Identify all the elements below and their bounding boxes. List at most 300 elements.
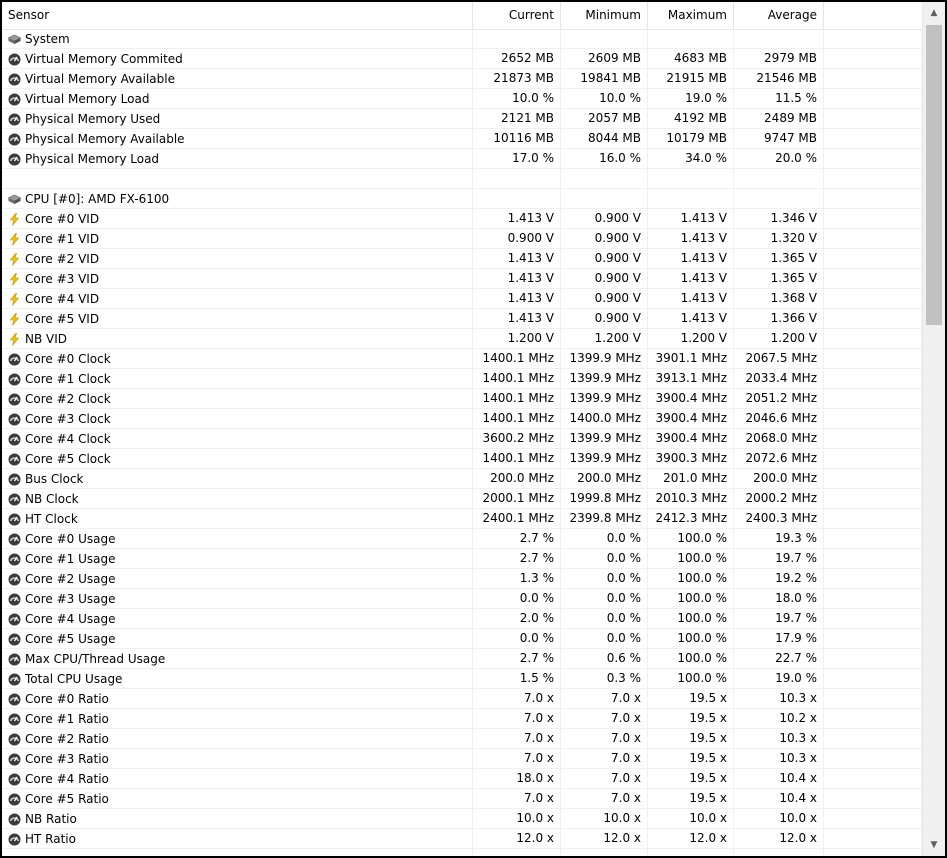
sensor-name: Core #4 Usage xyxy=(25,611,116,626)
average-value: 2000.2 MHz xyxy=(734,489,824,509)
current-value: 2121 MB xyxy=(473,109,561,129)
average-value: 1.200 V xyxy=(734,329,824,349)
average-value xyxy=(734,849,824,856)
average-value: 2046.6 MHz xyxy=(734,409,824,429)
filler-cell xyxy=(824,49,922,69)
sensor-row[interactable] xyxy=(2,829,922,849)
sensor-row[interactable] xyxy=(2,569,922,589)
group-row[interactable] xyxy=(2,29,922,49)
sensor-name-cell xyxy=(2,89,473,109)
gauge-icon xyxy=(8,53,21,66)
maximum-value: 100.0 % xyxy=(648,669,734,689)
minimum-value: 2609 MB xyxy=(561,49,648,69)
current-value: 7.0 x xyxy=(473,689,561,709)
average-value: 9747 MB xyxy=(734,129,824,149)
sensor-row[interactable] xyxy=(2,349,922,369)
minimum-value: 1.200 V xyxy=(561,329,648,349)
sensor-name-cell xyxy=(2,269,473,289)
average-value: 2068.0 MHz xyxy=(734,429,824,449)
sensor-name: Core #1 Clock xyxy=(25,371,111,386)
average-value: 2051.2 MHz xyxy=(734,389,824,409)
sensor-name: Virtual Memory Commited xyxy=(25,51,183,66)
minimum-value: 0.3 % xyxy=(561,669,648,689)
minimum-value: 0.900 V xyxy=(561,249,648,269)
current-value: 0.900 V xyxy=(473,229,561,249)
filler-cell xyxy=(824,129,922,149)
minimum-value: 0.900 V xyxy=(561,269,648,289)
minimum-value xyxy=(561,189,648,209)
minimum-value: 7.0 x xyxy=(561,789,648,809)
group-row[interactable] xyxy=(2,189,922,209)
sensor-row[interactable] xyxy=(2,709,922,729)
sensor-row[interactable] xyxy=(2,389,922,409)
filler-cell xyxy=(824,329,922,349)
sensor-row[interactable] xyxy=(2,669,922,689)
minimum-value: 0.0 % xyxy=(561,529,648,549)
gauge-icon xyxy=(8,713,21,726)
header-average[interactable]: Average xyxy=(734,2,824,29)
minimum-value: 16.0 % xyxy=(561,149,648,169)
minimum-value: 0.900 V xyxy=(561,229,648,249)
sensor-row[interactable] xyxy=(2,429,922,449)
sensor-list[interactable] xyxy=(2,29,922,856)
maximum-value: 3900.4 MHz xyxy=(648,389,734,409)
lightning-bolt-icon xyxy=(8,293,21,306)
average-value: 19.7 % xyxy=(734,549,824,569)
minimum-value: 200.0 MHz xyxy=(561,469,648,489)
minimum-value: 0.0 % xyxy=(561,629,648,649)
current-value: 0.0 % xyxy=(473,629,561,649)
sensor-name: Core #5 Clock xyxy=(25,451,111,466)
sensor-name-cell xyxy=(2,569,473,589)
maximum-value: 1.413 V xyxy=(648,249,734,269)
sensor-row[interactable] xyxy=(2,249,922,269)
sensor-name-cell xyxy=(2,109,473,129)
scroll-up-button[interactable] xyxy=(923,2,945,24)
minimum-value: 2399.8 MHz xyxy=(561,509,648,529)
sensor-row[interactable] xyxy=(2,789,922,809)
sensor-name: Core #5 Ratio xyxy=(25,791,109,806)
sensor-row[interactable] xyxy=(2,769,922,789)
gauge-icon xyxy=(8,473,21,486)
maximum-value: 19.5 x xyxy=(648,709,734,729)
header-filler xyxy=(824,2,922,29)
sensor-name-cell xyxy=(2,309,473,329)
maximum-value: 4192 MB xyxy=(648,109,734,129)
sensor-name: Physical Memory Available xyxy=(25,131,185,146)
minimum-value: 10.0 x xyxy=(561,809,648,829)
sensor-name: Core #3 Ratio xyxy=(25,751,109,766)
current-value: 2652 MB xyxy=(473,49,561,69)
filler-cell xyxy=(824,369,922,389)
maximum-value: 1.200 V xyxy=(648,329,734,349)
minimum-value: 2057 MB xyxy=(561,109,648,129)
sensor-row[interactable] xyxy=(2,89,922,109)
sensor-name-cell xyxy=(2,389,473,409)
lightning-bolt-icon xyxy=(8,313,21,326)
filler-cell xyxy=(824,89,922,109)
sensor-row[interactable] xyxy=(2,269,922,289)
sensor-row[interactable] xyxy=(2,229,922,249)
lightning-bolt-icon xyxy=(8,213,21,226)
average-value: 10.2 x xyxy=(734,709,824,729)
average-value: 1.368 V xyxy=(734,289,824,309)
sensor-name: Max CPU/Thread Usage xyxy=(25,651,166,666)
filler-cell xyxy=(824,609,922,629)
filler-cell xyxy=(824,669,922,689)
filler-cell xyxy=(824,529,922,549)
filler-cell xyxy=(824,749,922,769)
sensor-row[interactable] xyxy=(2,749,922,769)
sensor-name: Core #4 VID xyxy=(25,291,100,306)
current-value: 1400.1 MHz xyxy=(473,409,561,429)
gauge-icon xyxy=(8,453,21,466)
average-value: 19.0 % xyxy=(734,669,824,689)
minimum-value: 1399.9 MHz xyxy=(561,449,648,469)
current-value: 10116 MB xyxy=(473,129,561,149)
filler-cell xyxy=(824,29,922,49)
maximum-value: 100.0 % xyxy=(648,549,734,569)
filler-cell xyxy=(824,509,922,529)
gauge-icon xyxy=(8,393,21,406)
triangle-down-icon: ▼ xyxy=(930,840,938,850)
gauge-icon xyxy=(8,793,21,806)
sensor-row[interactable] xyxy=(2,629,922,649)
sensor-name: NB Ratio xyxy=(25,811,77,826)
gauge-icon xyxy=(8,733,21,746)
average-value: 22.7 % xyxy=(734,649,824,669)
average-value: 10.3 x xyxy=(734,689,824,709)
header-minimum[interactable]: Minimum xyxy=(561,2,648,29)
gauge-icon xyxy=(8,693,21,706)
sensor-row[interactable] xyxy=(2,649,922,669)
filler-cell xyxy=(824,149,922,169)
average-value: 21546 MB xyxy=(734,69,824,89)
sensor-name-cell xyxy=(2,729,473,749)
maximum-value: 100.0 % xyxy=(648,529,734,549)
chip-icon xyxy=(8,33,21,46)
filler-cell xyxy=(824,689,922,709)
sensor-row[interactable] xyxy=(2,589,922,609)
sensor-name: Core #4 Ratio xyxy=(25,771,109,786)
lightning-bolt-icon xyxy=(8,273,21,286)
current-value: 1.3 % xyxy=(473,569,561,589)
sensor-name-cell xyxy=(2,229,473,249)
filler-cell xyxy=(824,629,922,649)
sensor-name-cell xyxy=(2,349,473,369)
average-value: 1.365 V xyxy=(734,249,824,269)
maximum-value: 10179 MB xyxy=(648,129,734,149)
sensor-row[interactable] xyxy=(2,489,922,509)
maximum-value: 100.0 % xyxy=(648,629,734,649)
sensor-row[interactable] xyxy=(2,449,922,469)
current-value: 18.0 x xyxy=(473,769,561,789)
sensor-row[interactable] xyxy=(2,509,922,529)
maximum-value: 100.0 % xyxy=(648,569,734,589)
current-value: 10.0 % xyxy=(473,89,561,109)
sensor-name-cell xyxy=(2,49,473,69)
sensor-row[interactable] xyxy=(2,109,922,129)
sensor-name: Core #0 Usage xyxy=(25,531,116,546)
sensor-row[interactable] xyxy=(2,689,922,709)
average-value: 10.4 x xyxy=(734,789,824,809)
sensor-row[interactable] xyxy=(2,69,922,89)
sensor-name-cell xyxy=(2,669,473,689)
current-value xyxy=(473,29,561,49)
current-value: 7.0 x xyxy=(473,729,561,749)
maximum-value: 3900.3 MHz xyxy=(648,449,734,469)
minimum-value: 0.900 V xyxy=(561,289,648,309)
filler-cell xyxy=(824,109,922,129)
sensor-name: Core #0 Clock xyxy=(25,351,111,366)
maximum-value: 3901.1 MHz xyxy=(648,349,734,369)
maximum-value: 1.413 V xyxy=(648,209,734,229)
gauge-icon xyxy=(8,373,21,386)
filler-cell xyxy=(824,789,922,809)
vertical-scrollbar[interactable] xyxy=(922,2,945,856)
spacer-row[interactable] xyxy=(2,169,922,189)
scroll-down-button[interactable] xyxy=(923,834,945,856)
current-value: 1400.1 MHz xyxy=(473,389,561,409)
sensor-name-cell xyxy=(2,369,473,389)
current-value: 1.413 V xyxy=(473,269,561,289)
filler-cell xyxy=(824,309,922,329)
sensor-name-cell xyxy=(2,709,473,729)
sensor-row[interactable] xyxy=(2,609,922,629)
current-value: 1400.1 MHz xyxy=(473,449,561,469)
maximum-value: 1.413 V xyxy=(648,229,734,249)
sensor-row[interactable] xyxy=(2,409,922,429)
sensor-name: Core #2 Usage xyxy=(25,571,116,586)
current-value: 7.0 x xyxy=(473,749,561,769)
filler-cell xyxy=(824,589,922,609)
filler-cell xyxy=(824,569,922,589)
sensor-name-cell xyxy=(2,629,473,649)
sensor-name-cell xyxy=(2,169,473,189)
sensor-name-cell xyxy=(2,609,473,629)
sensor-name: Virtual Memory Available xyxy=(25,71,175,86)
current-value: 12.0 x xyxy=(473,829,561,849)
maximum-value: 1.413 V xyxy=(648,289,734,309)
sensor-row[interactable] xyxy=(2,809,922,829)
minimum-value: 0.0 % xyxy=(561,549,648,569)
filler-cell xyxy=(824,389,922,409)
sensor-name-cell xyxy=(2,429,473,449)
spacer-row[interactable] xyxy=(2,849,922,856)
average-value: 2979 MB xyxy=(734,49,824,69)
average-value: 2400.3 MHz xyxy=(734,509,824,529)
gauge-icon xyxy=(8,573,21,586)
minimum-value: 1399.9 MHz xyxy=(561,369,648,389)
filler-cell xyxy=(824,229,922,249)
maximum-value: 1.413 V xyxy=(648,309,734,329)
gauge-icon xyxy=(8,413,21,426)
average-value: 2033.4 MHz xyxy=(734,369,824,389)
sensor-name-cell xyxy=(2,789,473,809)
sensor-name-cell xyxy=(2,649,473,669)
current-value: 21873 MB xyxy=(473,69,561,89)
maximum-value: 2010.3 MHz xyxy=(648,489,734,509)
sensor-name: Virtual Memory Load xyxy=(25,91,150,106)
sensor-name: Core #5 VID xyxy=(25,311,100,326)
average-value xyxy=(734,169,824,189)
sensor-name-cell xyxy=(2,549,473,569)
filler-cell xyxy=(824,649,922,669)
sensor-row[interactable] xyxy=(2,529,922,549)
current-value: 7.0 x xyxy=(473,709,561,729)
sensor-name: Core #3 VID xyxy=(25,271,100,286)
filler-cell xyxy=(824,469,922,489)
average-value: 2489 MB xyxy=(734,109,824,129)
header-sensor[interactable]: Sensor xyxy=(2,2,473,29)
minimum-value: 0.6 % xyxy=(561,649,648,669)
maximum-value: 3900.4 MHz xyxy=(648,429,734,449)
maximum-value xyxy=(648,29,734,49)
sensor-name: Core #1 VID xyxy=(25,231,100,246)
gauge-icon xyxy=(8,553,21,566)
sensor-name-cell xyxy=(2,129,473,149)
filler-cell xyxy=(824,769,922,789)
sensor-name: Bus Clock xyxy=(25,471,84,486)
average-value: 1.366 V xyxy=(734,309,824,329)
average-value: 19.3 % xyxy=(734,529,824,549)
gauge-icon xyxy=(8,633,21,646)
lightning-bolt-icon xyxy=(8,253,21,266)
triangle-up-icon: ▲ xyxy=(930,8,938,18)
sensor-row[interactable] xyxy=(2,209,922,229)
header-current[interactable]: Current xyxy=(473,2,561,29)
gauge-icon xyxy=(8,753,21,766)
sensor-name-cell xyxy=(2,589,473,609)
minimum-value xyxy=(561,169,648,189)
filler-cell xyxy=(824,429,922,449)
sensor-row[interactable] xyxy=(2,369,922,389)
sensor-row[interactable] xyxy=(2,729,922,749)
sensor-name-cell xyxy=(2,489,473,509)
filler-cell xyxy=(824,289,922,309)
average-value: 1.320 V xyxy=(734,229,824,249)
sensor-name: Total CPU Usage xyxy=(25,671,123,686)
sensor-name-cell xyxy=(2,69,473,89)
average-value: 10.0 x xyxy=(734,809,824,829)
sensor-name: Core #3 Usage xyxy=(25,591,116,606)
maximum-value: 19.0 % xyxy=(648,89,734,109)
gauge-icon xyxy=(8,593,21,606)
gauge-icon xyxy=(8,433,21,446)
minimum-value: 7.0 x xyxy=(561,689,648,709)
gauge-icon xyxy=(8,113,21,126)
chip-icon xyxy=(8,193,21,206)
sensor-name-cell xyxy=(2,509,473,529)
maximum-value: 1.413 V xyxy=(648,269,734,289)
current-value xyxy=(473,189,561,209)
current-value: 200.0 MHz xyxy=(473,469,561,489)
maximum-value: 19.5 x xyxy=(648,749,734,769)
sensor-name-cell xyxy=(2,749,473,769)
gauge-icon xyxy=(8,773,21,786)
gauge-icon xyxy=(8,133,21,146)
header-maximum[interactable]: Maximum xyxy=(648,2,734,29)
sensor-name: Core #3 Clock xyxy=(25,411,111,426)
sensor-row[interactable] xyxy=(2,469,922,489)
sensor-row[interactable] xyxy=(2,129,922,149)
average-value: 10.4 x xyxy=(734,769,824,789)
maximum-value: 3900.4 MHz xyxy=(648,409,734,429)
average-value: 2072.6 MHz xyxy=(734,449,824,469)
scrollbar-thumb[interactable] xyxy=(926,25,942,325)
minimum-value: 7.0 x xyxy=(561,729,648,749)
sensor-name-cell xyxy=(2,29,473,49)
current-value: 1.413 V xyxy=(473,209,561,229)
filler-cell xyxy=(824,169,922,189)
column-header xyxy=(2,2,922,30)
current-value: 0.0 % xyxy=(473,589,561,609)
sensor-name: Physical Memory Load xyxy=(25,151,160,166)
sensor-row[interactable] xyxy=(2,309,922,329)
sensor-name-cell xyxy=(2,449,473,469)
minimum-value: 7.0 x xyxy=(561,749,648,769)
gauge-icon xyxy=(8,813,21,826)
average-value: 10.3 x xyxy=(734,729,824,749)
minimum-value: 7.0 x xyxy=(561,709,648,729)
sensor-name-cell xyxy=(2,329,473,349)
gauge-icon xyxy=(8,153,21,166)
gauge-icon xyxy=(8,513,21,526)
average-value: 20.0 % xyxy=(734,149,824,169)
gauge-icon xyxy=(8,673,21,686)
filler-cell xyxy=(824,409,922,429)
filler-cell xyxy=(824,189,922,209)
sensor-name: HT Clock xyxy=(25,511,78,526)
sensor-name: Physical Memory Used xyxy=(25,111,161,126)
filler-cell xyxy=(824,489,922,509)
maximum-value: 12.0 x xyxy=(648,829,734,849)
minimum-value: 10.0 % xyxy=(561,89,648,109)
current-value: 2.0 % xyxy=(473,609,561,629)
sensor-name-cell xyxy=(2,409,473,429)
lightning-bolt-icon xyxy=(8,233,21,246)
current-value: 1400.1 MHz xyxy=(473,349,561,369)
sensor-row[interactable] xyxy=(2,549,922,569)
filler-cell xyxy=(824,829,922,849)
sensor-row[interactable] xyxy=(2,289,922,309)
minimum-value: 0.0 % xyxy=(561,569,648,589)
current-value: 2.7 % xyxy=(473,649,561,669)
sensor-name-cell xyxy=(2,849,473,856)
sensor-name: NB VID xyxy=(25,331,68,346)
current-value: 1.413 V xyxy=(473,309,561,329)
current-value: 1.413 V xyxy=(473,249,561,269)
current-value: 1400.1 MHz xyxy=(473,369,561,389)
filler-cell xyxy=(824,69,922,89)
sensor-name: Core #0 Ratio xyxy=(25,691,109,706)
minimum-value: 1399.9 MHz xyxy=(561,349,648,369)
sensor-row[interactable] xyxy=(2,329,922,349)
maximum-value: 2412.3 MHz xyxy=(648,509,734,529)
gauge-icon xyxy=(8,353,21,366)
sensor-name-cell xyxy=(2,529,473,549)
minimum-value: 12.0 x xyxy=(561,829,648,849)
sensor-row[interactable] xyxy=(2,49,922,69)
average-value: 2067.5 MHz xyxy=(734,349,824,369)
current-value xyxy=(473,849,561,856)
maximum-value: 100.0 % xyxy=(648,589,734,609)
maximum-value: 3913.1 MHz xyxy=(648,369,734,389)
sensor-name: Core #0 VID xyxy=(25,211,100,226)
sensor-row[interactable] xyxy=(2,149,922,169)
minimum-value: 1999.8 MHz xyxy=(561,489,648,509)
filler-cell xyxy=(824,549,922,569)
